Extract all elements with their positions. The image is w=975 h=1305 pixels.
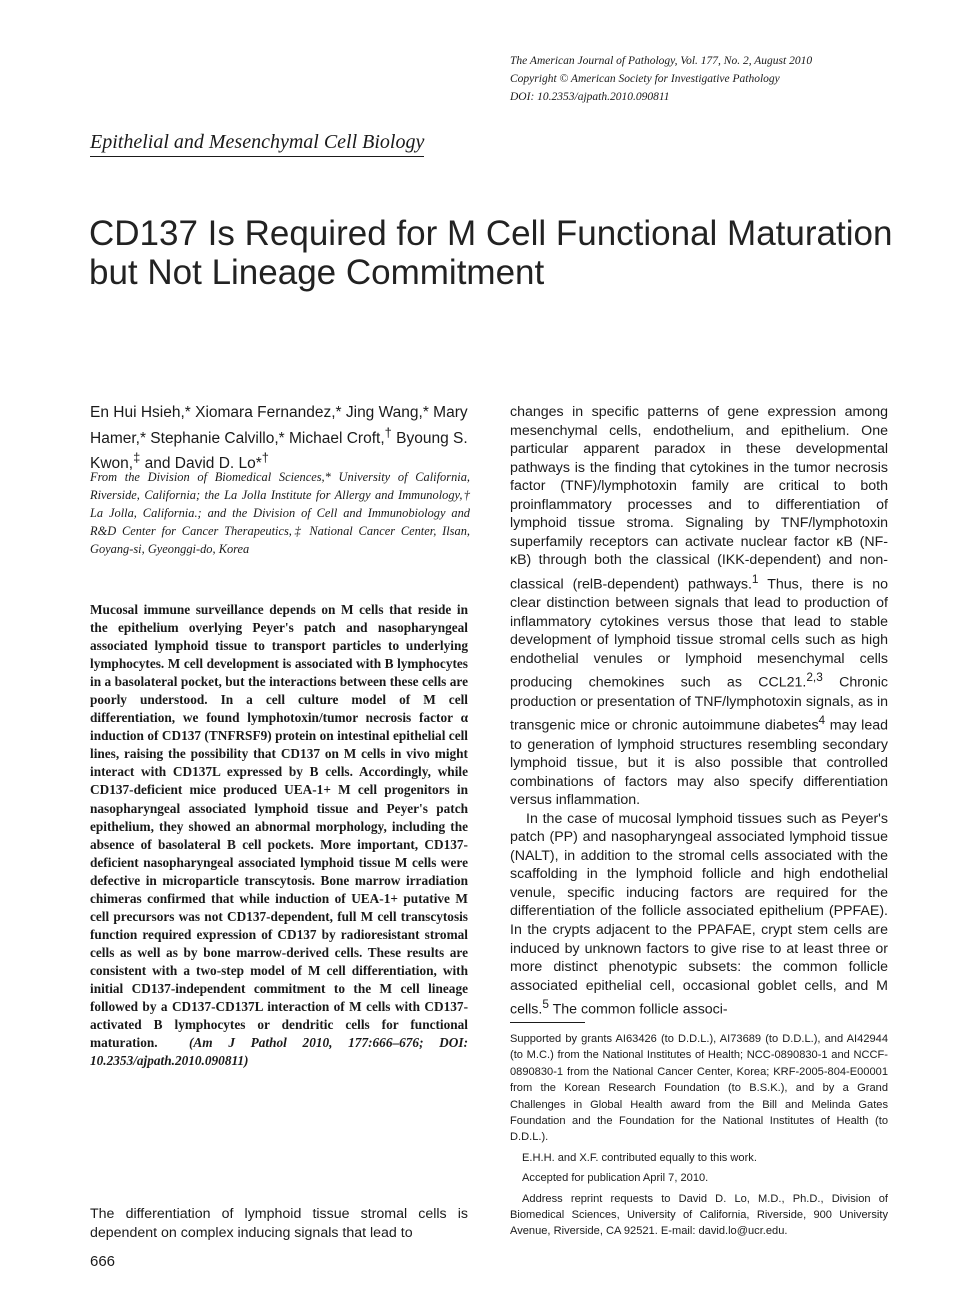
journal-copyright: Copyright © American Society for Investigative Pathology <box>510 73 780 85</box>
page-number: 666 <box>90 1253 116 1270</box>
journal-info <box>510 52 910 106</box>
abstract <box>90 601 468 1070</box>
footnotes <box>510 1031 888 1244</box>
section-heading: Epithelial and Mesenchymal Cell Biology <box>90 131 424 157</box>
footnote-divider <box>510 1022 585 1023</box>
funding-note: Supported by grants AI63426 (to D.D.L.), AI73689 (to D.D.L.), and AI42944 (to M.C.) from the National Institutes of Health; NCC-0890830-1 and NCCF-0890830-1 from the National Cancer Center, Korea; KRF-2005-804-E00001 from the Korean Research Foundation (to B.S.K.), and by a Grand Challenges in Global Health award from the Bill and Melinda Gates Foundation and the Foundation for the National Institutes of Health (to D.D.L.). <box>510 1033 888 1144</box>
intro-paragraph-start: The differentiation of lymphoid tissue stromal cells is dependent on complex inducing signals that lead to <box>90 1206 468 1241</box>
correspondence-address: Address reprint requests to David D. Lo, M.D., Ph.D., Division of Biomedical Sciences, University of California, Riverside, 900 University Avenue, Riverside, CA 92521. E-mail: david.lo@ucr.edu. <box>510 1192 888 1238</box>
acceptance-note: Accepted for publication April 7, 2010. <box>522 1172 709 1185</box>
body-paragraph: changes in specific patterns of gene expression among mesenchymal cells, endothelium, and epithelium. One particular apparent paradox in these developmental pathways is the finding that cytokines in the tumor necrosis factor (TNF)/lymphotoxin family are critical to both proinflammatory processes and to differentiation of lymphoid tissue stroma. Signaling by TNF/lymphotoxin superfamily receptors can activate nuclear factor κB (NF-κB) through both the classical (IKK-dependent) and non-classical (relB-dependent) pathways.$^1$ Thus, there is no clear distinction between signals that lead to production of inflammatory cytokines versus those that lead to stable development of lymphoid tissue stromal cells such as high endothelial venules or lymphoid mesenchymal cells producing chemokines such as CCL21.$^{2,3}$ Chronic production or presentation of TNF/lymphotoxin signals, as in transgenic mice or chronic autoimmune diabetes$^4$ may lead to generation of lymphoid structures resembling secondary lymphoid tissue, but it is also possible that controlled combinations of factors may also specify differentiation versus inflammation. <box>510 404 889 809</box>
author-list: En Hui Hsieh,* Xiomara Fernandez,* Jing Wang,* Mary Hamer,* Stephanie Calvillo,* Michael Croft,† Byoung S. Kwon,‡ and David D. Lo*† <box>90 404 468 473</box>
article-title: CD137 Is Required for M Cell Functional Maturation but Not Lineage Commitment <box>89 214 893 292</box>
journal-citation: The American Journal of Pathology, Vol. 177, No. 2, August 2010 <box>510 55 813 67</box>
journal-doi: DOI: 10.2353/ajpath.2010.090811 <box>510 91 670 103</box>
abstract-citation: (Am J Pathol 2010, 177:666–676; DOI: 10.2353/ajpath.2010.090811) <box>90 1035 468 1069</box>
body-paragraph: In the case of mucosal lymphoid tissues such as Peyer's patch (PP) and nasopharyngeal associated lymphoid tissue (NALT), in addition to the stromal cells associated with the scaffolding in the lymphoid follicle and high endothelial venule, specific inducing factors are required for the differentiation of the follicle associated epithelium (PPFAE). In the crypts adjacent to the PPAFAE, crypt stem cells are induced by unknown factors to give rise to at least three or more distinct phenotypic subsets: the common follicle associated epithelial cell, occasional goblet cells, and M cells.$^5$ The common follicle associ- <box>510 810 888 1018</box>
author-affiliations: From the Division of Biomedical Sciences,* University of California, Riverside, California; the La Jolla Institute for Allergy and Immunology,† La Jolla, California.; and the Division of Cell and Immunobiology and R&D Center for Cancer Therapeutics,‡ National Cancer Center, Ilsan, Goyang-si, Gyeonggi-do, Korea <box>90 470 470 556</box>
equal-contribution-note: E.H.H. and X.F. contributed equally to this work. <box>522 1151 757 1164</box>
body-right-column <box>510 403 888 1019</box>
abstract-text: Mucosal immune surveillance depends on M cells that reside in the epithelium overlying Peyer's patch and nasopharyngeal associated lymphoid tissue to transport particles to underlying lymphocytes. M cell development is associated with B lymphocytes in a basolateral pocket, but the interactions between these cells are poorly understood. In a cell culture model of M cell differentiation, we found lymphotoxin/tumor necrosis factor α induction of CD137 (TNFRSF9) protein on intestinal epithelial cell lines, raising the possibility that CD137 on M cells in vivo might interact with CD137L expressed by B cells. Accordingly, while CD137-deficient mice produced UEA-1+ M cell progenitors in nasopharyngeal associated lymphoid tissue and Peyer's patch epithelium, they showed an abnormal morphology, including the absence of basolateral B cell pockets. More important, CD137-deficient nasopharyngeal associated lymphoid tissue M cells were defective in microparticle transcytosis. Bone marrow irradiation chimeras confirmed that while induction of UEA-1+ putative M cell precursors was not CD137-dependent, full M cell transcytosis function required expression of CD137 by radioresistant stromal cells as well as by bone marrow-derived cells. These results are consistent with a two-step model of M cell differentiation, with initial CD137-independent commitment to the M cell lineage followed by a CD137-CD137L interaction of M cells with CD137-activated B lymphocytes or dendritic cells for functional maturation. <box>90 602 468 1051</box>
